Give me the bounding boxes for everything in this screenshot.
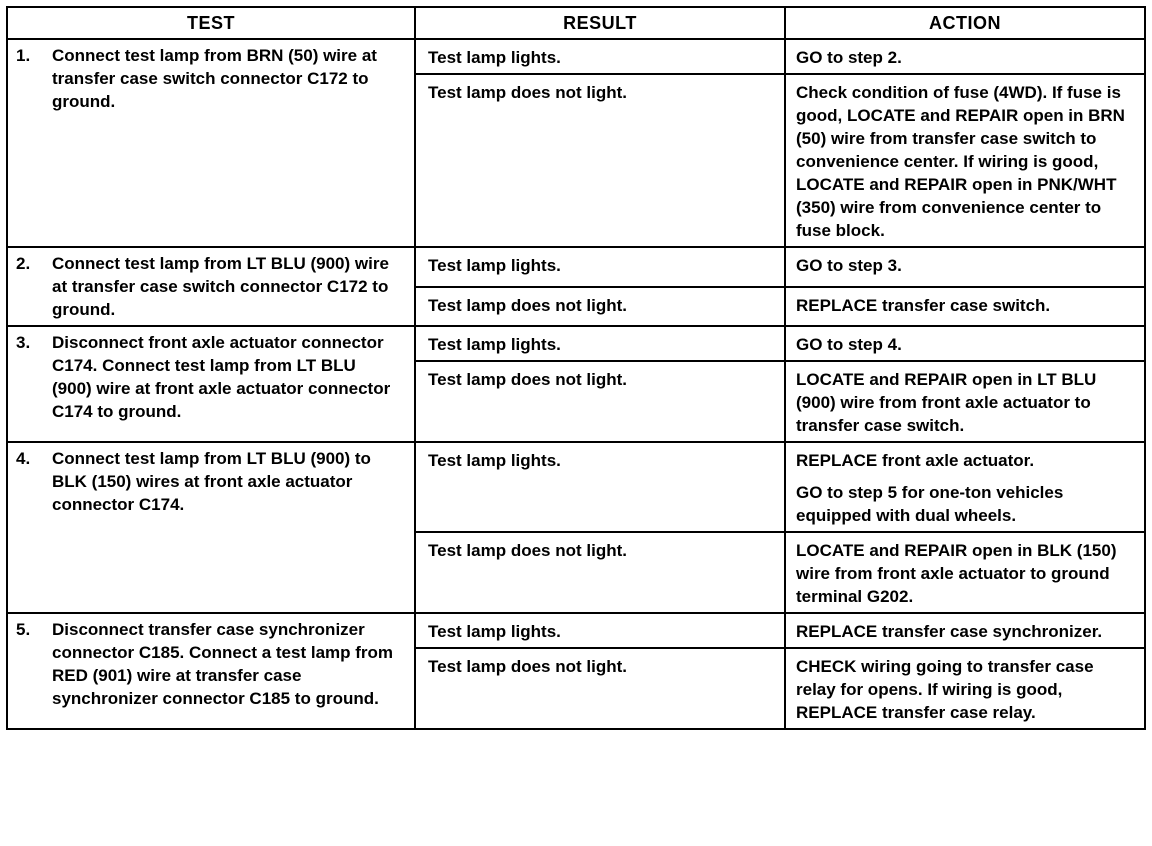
diagnostic-table: [6, 6, 1146, 730]
action-cell: [785, 648, 1145, 729]
step-number: 3.: [16, 333, 31, 352]
action-cell: [785, 532, 1145, 613]
result-cell: Test lamp lights.: [415, 39, 785, 74]
action-text: REPLACE transfer case switch.: [796, 295, 1051, 315]
test-cell-step-5: [7, 613, 415, 729]
result-cell: Test lamp does not light.: [415, 648, 785, 729]
result-cell: Test lamp lights.: [415, 442, 785, 532]
header-row: [7, 7, 1145, 39]
table-row: [7, 613, 1145, 648]
test-cell-step-2: [7, 247, 415, 326]
action-text-secondary: GO to step 5 for one-ton vehicles equipped with dual wheels.: [796, 483, 1064, 525]
action-cell: [785, 287, 1145, 327]
action-text: REPLACE front axle actuator.: [796, 451, 1035, 470]
action-text: Check condition of fuse (4WD). If fuse is good, LOCATE and REPAIR open in BRN (50) wire from transfer case switch to convenience center. If wiring is good, LOCATE and REPAIR open in PNK/WHT (350) wire from convenience center to fuse block.: [796, 83, 1125, 240]
action-cell: [785, 247, 1145, 287]
step-number: 2.: [16, 254, 31, 273]
step-number: 5.: [16, 620, 31, 639]
header-test: TEST: [7, 7, 415, 39]
step-number: 4.: [16, 449, 31, 468]
diagnostic-table-sheet: [6, 6, 1144, 730]
table-row: [7, 326, 1145, 361]
action-text: REPLACE transfer case synchronizer.: [796, 622, 1103, 641]
action-text: LOCATE and REPAIR open in LT BLU (900) wire from front axle actuator to transfer case switch.: [796, 370, 1097, 435]
result-cell: Test lamp does not light.: [415, 287, 785, 327]
test-text: Disconnect transfer case synchronizer connector C185. Connect a test lamp from RED (901) wire at transfer case synchronizer connector C185 to ground.: [52, 620, 394, 708]
action-text: GO to step 2.: [796, 48, 902, 67]
test-text: Connect test lamp from LT BLU (900) to BLK (150) wires at front axle actuator connector C174.: [52, 449, 371, 514]
test-cell-step-4: [7, 442, 415, 613]
test-text: Connect test lamp from BRN (50) wire at transfer case switch connector C172 to ground.: [52, 46, 377, 111]
step-number: 1.: [16, 46, 31, 65]
result-cell: Test lamp does not light.: [415, 74, 785, 247]
result-cell: Test lamp does not light.: [415, 361, 785, 442]
action-text: GO to step 3.: [796, 256, 902, 275]
result-cell: Test lamp does not light.: [415, 532, 785, 613]
action-cell: [785, 361, 1145, 442]
table-row: [7, 442, 1145, 532]
test-text: Disconnect front axle actuator connector C174. Connect test lamp from LT BLU (900) wire at front axle actuator connector C174 to ground.: [52, 333, 391, 421]
action-text: CHECK wiring going to transfer case relay for opens. If wiring is good, REPLACE transfer case relay.: [796, 657, 1094, 722]
action-cell: [785, 39, 1145, 74]
test-cell-step-1: [7, 39, 415, 247]
table-row: [7, 247, 1145, 287]
action-cell: [785, 613, 1145, 648]
test-cell-step-3: [7, 326, 415, 442]
action-text: GO to step 4.: [796, 335, 902, 354]
action-cell: [785, 442, 1145, 532]
header-action: ACTION: [785, 7, 1145, 39]
action-cell: [785, 326, 1145, 361]
test-text: Connect test lamp from LT BLU (900) wire at transfer case switch connector C172 to ground.: [52, 254, 389, 319]
action-cell: [785, 74, 1145, 247]
action-text: LOCATE and REPAIR open in BLK (150) wire from front axle actuator to ground terminal G202.: [796, 541, 1117, 606]
result-cell: Test lamp lights.: [415, 613, 785, 648]
result-cell: Test lamp lights.: [415, 326, 785, 361]
table-row: [7, 39, 1145, 74]
result-cell: Test lamp lights.: [415, 247, 785, 287]
header-result: RESULT: [415, 7, 785, 39]
